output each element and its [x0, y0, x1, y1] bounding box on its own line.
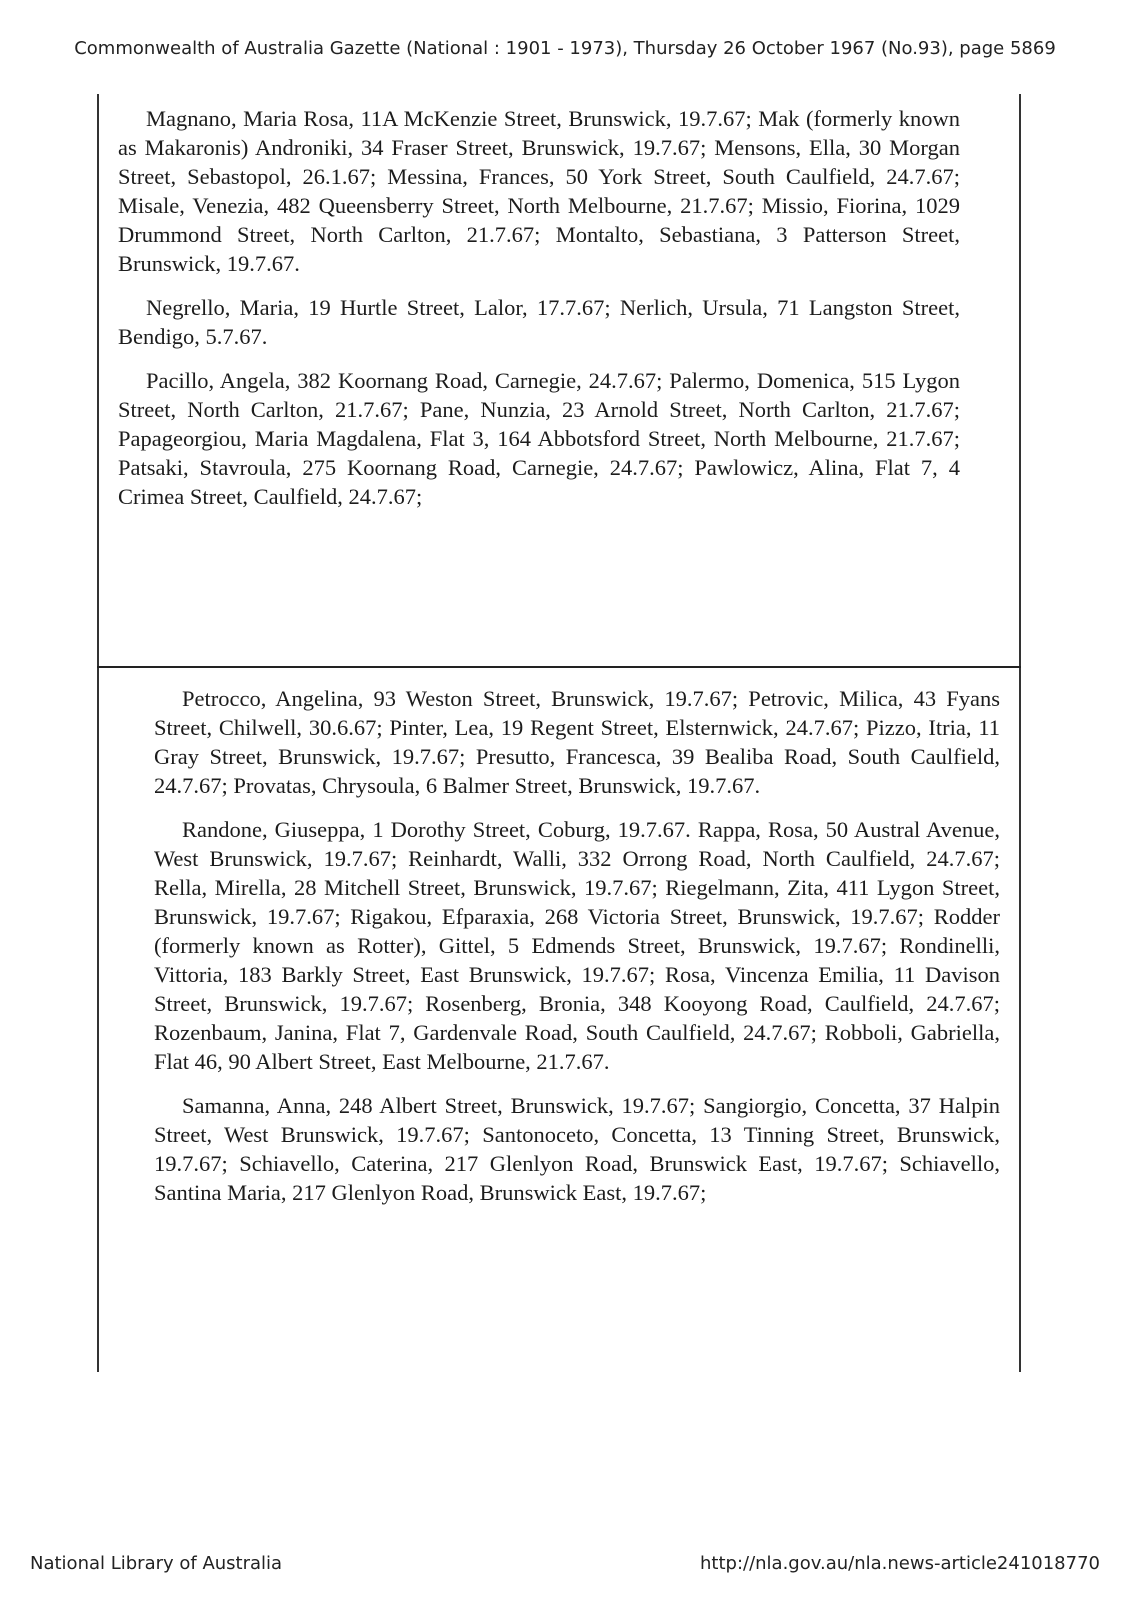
- footer-source-label: National Library of Australia: [30, 1553, 283, 1574]
- bottom-scan-viewport: [100, 670, 1018, 1372]
- gazette-citation-header: Commonwealth of Australia Gazette (National : 1901 - 1973), Thursday 26 October 1967 (No.93), page 5869: [74, 38, 1056, 59]
- notice-paragraph-p2: Petrocco, Angelina, 93 Weston Street, Brunswick, 19.7.67; Petrovic, Milica, 43 Fyans Street, Chilwell, 30.6.67; Pinter, Lea, 19 Regent Street, Elsternwick, 24.7.67; Pizzo, Itria, 11 Gray Street, Brunswick, 19.7.67; Presutto, Francesca, 39 Bealiba Road, South Caulfield, 24.7.67; Provatas, Chrysoula, 6 Balmer Street, Brunswick, 19.7.67.: [154, 686, 1000, 798]
- notice-paragraph-m: Magnano, Maria Rosa, 11A McKenzie Street, Brunswick, 19.7.67; Mak (formerly known as Makaronis) Androniki, 34 Fraser Street, Brunswick, 19.7.67; Mensons, Ella, 30 Morgan Street, Sebastopol, 26.1.67; Messina, Frances, 50 York Street, South Caulfield, 24.7.67; Misale, Venezia, 482 Queensberry Street, North Melbourne, 21.7.67; Missio, Fiorina, 1029 Drummond Street, North Carlton, 21.7.67; Montalto, Sebastiana, 3 Patterson Street, Brunswick, 19.7.67.: [118, 106, 960, 276]
- notice-paragraph-r: Randone, Giuseppa, 1 Dorothy Street, Coburg, 19.7.67. Rappa, Rosa, 50 Austral Avenue, West Brunswick, 19.7.67; Reinhardt, Walli, 332 Orrong Road, North Caulfield, 24.7.67; Rella, Mirella, 28 Mitchell Street, Brunswick, 19.7.67; Riegelmann, Zita, 411 Lygon Street, Brunswick, 19.7.67; Rigakou, Efparaxia, 268 Victoria Street, Brunswick, 19.7.67; Rodder (formerly known as Rotter), Gittel, 5 Edmends Street, Brunswick, 19.7.67; Rondinelli, Vittoria, 183 Barkly Street, East Brunswick, 19.7.67; Rosa, Vincenza Emilia, 11 Davison Street, Brunswick, 19.7.67; Rosenberg, Bronia, 348 Kooyong Road, Caulfield, 24.7.67; Rozenbaum, Janina, Flat 7, Gardenvale Road, South Caulfield, 24.7.67; Robboli, Gabriella, Flat 46, 90 Albert Street, East Melbourne, 21.7.67.: [154, 817, 1000, 1074]
- bottom-scan-section: [154, 684, 1000, 1207]
- right-column-rule: [1019, 94, 1021, 1372]
- notice-paragraph-n: Negrello, Maria, 19 Hurtle Street, Lalor, 17.7.67; Nerlich, Ursula, 71 Langston Street, Bendigo, 5.7.67.: [118, 295, 960, 349]
- top-scan-section: [118, 104, 960, 511]
- section-divider-rule: [97, 666, 1021, 668]
- notice-paragraph-p: Pacillo, Angela, 382 Koornang Road, Carnegie, 24.7.67; Palermo, Domenica, 515 Lygon Street, North Carlton, 21.7.67; Pane, Nunzia, 23 Arnold Street, North Carlton, 21.7.67; Papageorgiou, Maria Magdalena, Flat 3, 164 Abbotsford Street, North Melbourne, 21.7.67; Patsaki, Stavroula, 275 Koornang Road, Carnegie, 24.7.67; Pawlowicz, Alina, Flat 7, 4 Crimea Street, Caulfield, 24.7.67;: [118, 368, 960, 509]
- notice-paragraph-s: Samanna, Anna, 248 Albert Street, Brunswick, 19.7.67; Sangiorgio, Concetta, 37 Halpin Street, West Brunswick, 19.7.67; Santonoceto, Concetta, 13 Tinning Street, Brunswick, 19.7.67; Schiavello, Caterina, 217 Glenlyon Road, Brunswick East, 19.7.67; Schiavello, Santina Maria, 217 Glenlyon Road, Brunswick East, 19.7.67;: [154, 1093, 1000, 1205]
- footer-article-url[interactable]: http://nla.gov.au/nla.news-article241018770: [700, 1553, 1100, 1574]
- left-column-rule: [97, 94, 99, 1372]
